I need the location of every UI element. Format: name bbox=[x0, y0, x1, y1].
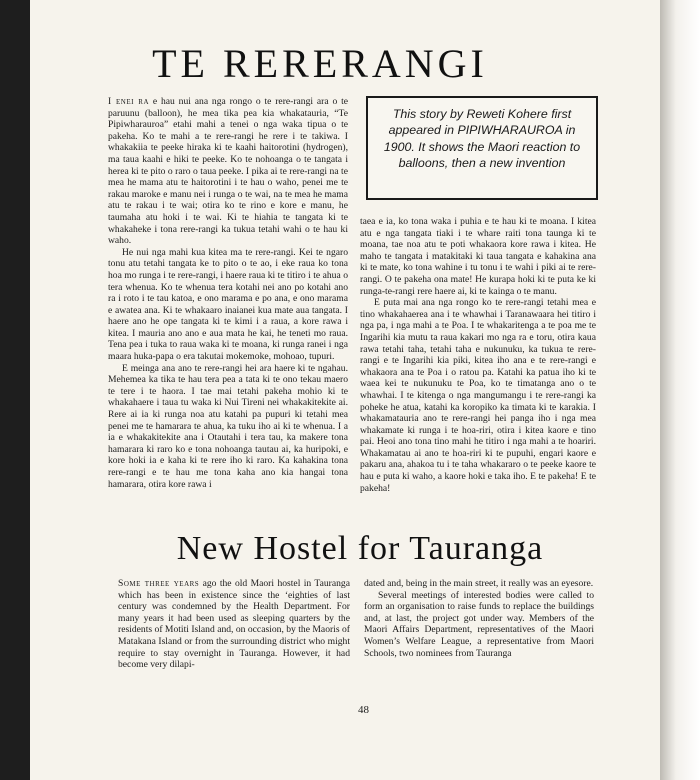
article2-paragraph bbox=[364, 578, 594, 590]
article1-column-left bbox=[108, 96, 348, 490]
article1-paragraph bbox=[108, 363, 348, 491]
paragraph-text: dated and, being in the main street, it really was an eyesore. bbox=[364, 578, 594, 589]
bleed-through-text bbox=[200, 512, 500, 530]
article1-paragraph bbox=[108, 247, 348, 363]
paragraph-text: Several meetings of interested bodies were called to form an organisation to raise funds to replace the buildings and, at last, the project got under way. Members of the Maori Affairs Department, representatives of the Maori Women’s Welfare League, a representative from Maori Schools, two nominees from Tauranga bbox=[364, 589, 594, 659]
paragraph-text: ago the old Maori hostel in Tauranga which has been in existence since the ‘eighties of last century was condemned by the Health Department. For many years it had been used as sleeping quarters by the residents of Motiti Island and, on occasion, by the Maoris of Matakana Island or from the surrounding district who might require to stay overnight in Tauranga. However, it had become very dilapi- bbox=[118, 578, 350, 671]
article2-paragraph bbox=[364, 590, 594, 660]
dropcap-lead: I enei ra bbox=[108, 96, 150, 107]
article-title-rererangi: TE RERERANGI bbox=[152, 41, 488, 86]
article2-column-left bbox=[118, 578, 350, 671]
page-gutter bbox=[660, 0, 700, 780]
article1-paragraph bbox=[108, 96, 348, 247]
article-title-hostel: New Hostel for Tauranga bbox=[176, 530, 544, 567]
bleed-through-text bbox=[380, 180, 580, 196]
paragraph-text: E meinga ana ano te rere-rangi hei ara haere ki te ngahau. Mehemea ka tika te hau tera pea a tata ki te ono tekau maero te tere i te haora. I tae mai tetahi pakeha mohio ki te whakahaere i taua tu waka ki Nui Tireni nei whakakitekite ai. Rere ai ia ki runga noa atu katahi pa pupuri ki tetahi mea penei me te hamarara te ahua, ka tuku iho ai ki te whenua. I a ia e whakakitekite ana i Otautahi i tera tau, ka makere tona hamarara ki raro ko e tona nohoanga tautau ai, ka huripoki, e kore hoki ia e kaha ki te rere iho ki raro. Ka kahakina tona rere-rangi e te hau me tona kaha ano kia hangai tona hamarara, otira kore rawa i bbox=[108, 362, 348, 490]
intro-box-text: This story by Reweti Kohere first appeared in PIPIWHARAUROA in 1900. It shows the Maori reaction to balloons, then a new invention bbox=[383, 107, 581, 171]
article1-paragraph bbox=[360, 216, 596, 297]
page-number: 48 bbox=[358, 704, 369, 716]
paragraph-text: taea e ia, ko tona waka i puhia e te hau ki te moana. I kitea atu e nga tangata tiaki i te whare raiti tona taunga ki te moana, tae noa atu te poti whakaora kore rawa i kitea. He maho te tangata i matakitaki ki taua tangata e kahakina ana ki te mate, ko tona wahine i tu tonu i te wahi i piki ai te rere-rangi. O te pakeha ona mate! He kurapa hoki ki te puta ke ki runga-te-rangi rere haere ai, ki te kainga o te manu. bbox=[360, 216, 596, 297]
article2-column-right bbox=[364, 578, 594, 659]
paragraph-text: e hau nui ana nga rongo o te rere-rangi ara o te paruunu (balloon), he mea tika pea kia whakatauria, “Te Pipiwharauroa” etahi mahi a tenei o nga waka tipua o te pakeha. Ko te mahi a te rere-rangi he rere i te takiwa. I whakakiia te peeke hiraka ki te kaahi haitorotini (hydrogen), ma taua kaahi e hiki te peeke. Ko te nohoanga o te tangata i herea ki te pito o raro o taua peeke. I pika ai te rere-rangi na te mea he mama atu te haitorotini i te hau o waho, penei me te rakau maroke e manu nei i runga o te wai, na te mea he mama atu te rakau i te wai; otira ko te rino e kore e manu, he taumaha atu hoki i te wai. Ki te hiahia te tangata ki te whakaheke i tona rere-rangi ka tukua tetahi wahi o te hau ki waho. bbox=[108, 96, 348, 247]
article2-paragraph bbox=[118, 578, 350, 671]
paragraph-text: He nui nga mahi kua kitea ma te rere-rangi. Kei te ngaro tonu atu tetahi tangata ke to pito o te ao, i eke raua ko tona hoa mo runga i te rere-rangi, i haere raua ki te titiro i te ahua o tera whenua. Ko te whenua tera kotahi nei ano po kotahi ano ra i roto i te tau katoa, e ono marama e po ana, e ono marama e awatea ana. Ki te whakaaro inaianei kua mate aua tangata. I haere ano he ope tangata ki te kimi i a raua, a kore rawa i kitea. I mauria ano ano e aua mata he kai, he teneti mo raua. Tena pea i tuka to raua waka ki te moana, ki runga ranei i nga maara huka-papa o era takutai mokemoke, mohoao, tupuri. bbox=[108, 246, 348, 363]
scan-left-edge bbox=[0, 0, 30, 780]
paragraph-text: E puta mai ana nga rongo ko te rere-rangi tetahi mea e tino whakahaerea ana i te whawhai i Taranawaara hei titiro i nga pa, i nga mahi a te Poa. I te whakaritenga a te poa me te Ingarihi kia mutu ta raua kakari mo nga ra e toru, otira kaua rawa tetahi taha, tetahi taha e nukunuku, ka tukua te rere-rangi e te Ingarihi kia piki, kitea iho ana e te rere-rangi e whakaora ana te Poa i o ratou pa. Katahi ka patua iho ki te waea kei te nukunuku te Poa, ko te timatanga ano o te whawhai. I te kitenga o nga mangumangu i te rere-rangi ka poheke he atua, katahi ka koropiko ka timata ki te karakia. I whakamatauria ano te rere-rangi hei panga iho i nga mea whakamate ki runga i te hoa-riri, otira i kitea kaore e tino pai. Heoi ano tona tino mahi he titiro i nga mahi a te hoariri. Whakamatau ai ano te hoa-riri ki te pupuhi, engari kaore e pakaru ana, ahakoa tu i te taha whakararo o te peeke kaore te hau e puta ki waho, a kaore hoki e taka iho. E te pakeha! E te pakeha! bbox=[360, 297, 596, 494]
article1-paragraph bbox=[360, 297, 596, 494]
article1-column-right bbox=[360, 216, 596, 494]
dropcap-lead: Some three years bbox=[118, 578, 200, 589]
